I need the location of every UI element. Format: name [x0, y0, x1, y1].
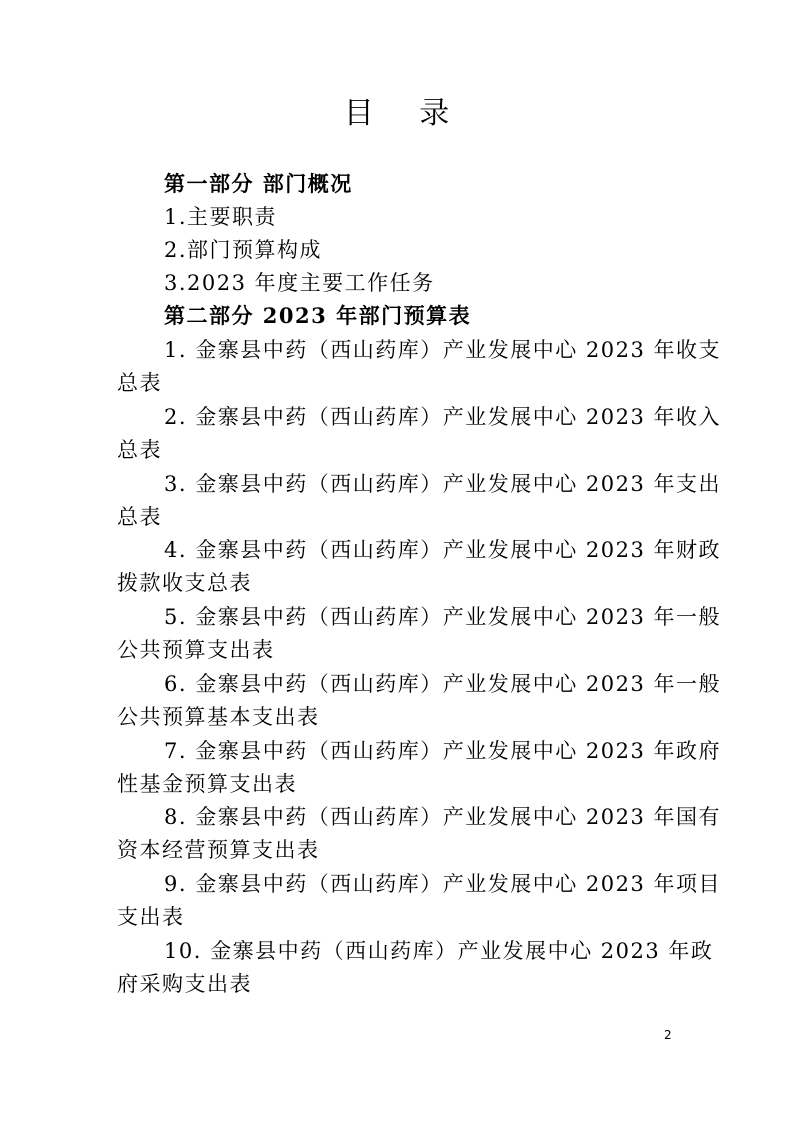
part1-heading: 第一部分 部门概况: [164, 171, 353, 196]
toc-item-line2: 支出表: [117, 905, 185, 929]
part2-heading: 第二部分 2023 年部门预算表: [164, 303, 472, 328]
toc-item: 3.2023 年度主要工作任务: [164, 271, 435, 295]
toc-item-line1: 7. 金寨县中药（西山药库）产业发展中心 2023 年政府: [164, 739, 722, 763]
toc-item-line1: 2. 金寨县中药（西山药库）产业发展中心 2023 年收入: [164, 405, 722, 429]
toc-item-line1: 9. 金寨县中药（西山药库）产业发展中心 2023 年项目: [164, 872, 722, 896]
toc-item-line2: 资本经营预算支出表: [117, 838, 320, 862]
toc-item-line1: 8. 金寨县中药（西山药库）产业发展中心 2023 年国有: [164, 805, 722, 829]
toc-item-line1: 10. 金寨县中药（西山药库）产业发展中心 2023 年政: [164, 939, 714, 963]
toc-item-line2: 公共预算支出表: [117, 638, 275, 662]
toc-item-line2: 公共预算基本支出表: [117, 705, 320, 729]
toc-item-line2: 总表: [117, 371, 162, 395]
toc-item-line2: 总表: [117, 505, 162, 529]
toc-item-line1: 1. 金寨县中药（西山药库）产业发展中心 2023 年收支: [164, 338, 722, 362]
toc-item-line1: 3. 金寨县中药（西山药库）产业发展中心 2023 年支出: [164, 472, 722, 496]
page-number: 2: [664, 1028, 672, 1042]
toc-item-line2: 府采购支出表: [117, 972, 252, 996]
toc-item-line1: 6. 金寨县中药（西山药库）产业发展中心 2023 年一般: [164, 672, 722, 696]
page-title: 目 录: [343, 96, 468, 131]
toc-item: 2.部门预算构成: [164, 238, 323, 262]
toc-item-line1: 4. 金寨县中药（西山药库）产业发展中心 2023 年财政: [164, 538, 722, 562]
toc-item-line2: 性基金预算支出表: [117, 772, 297, 796]
toc-item-line2: 拨款收支总表: [117, 571, 252, 595]
toc-item-line1: 5. 金寨县中药（西山药库）产业发展中心 2023 年一般: [164, 605, 722, 629]
toc-item: 1.主要职责: [164, 205, 278, 229]
toc-item-line2: 总表: [117, 438, 162, 462]
